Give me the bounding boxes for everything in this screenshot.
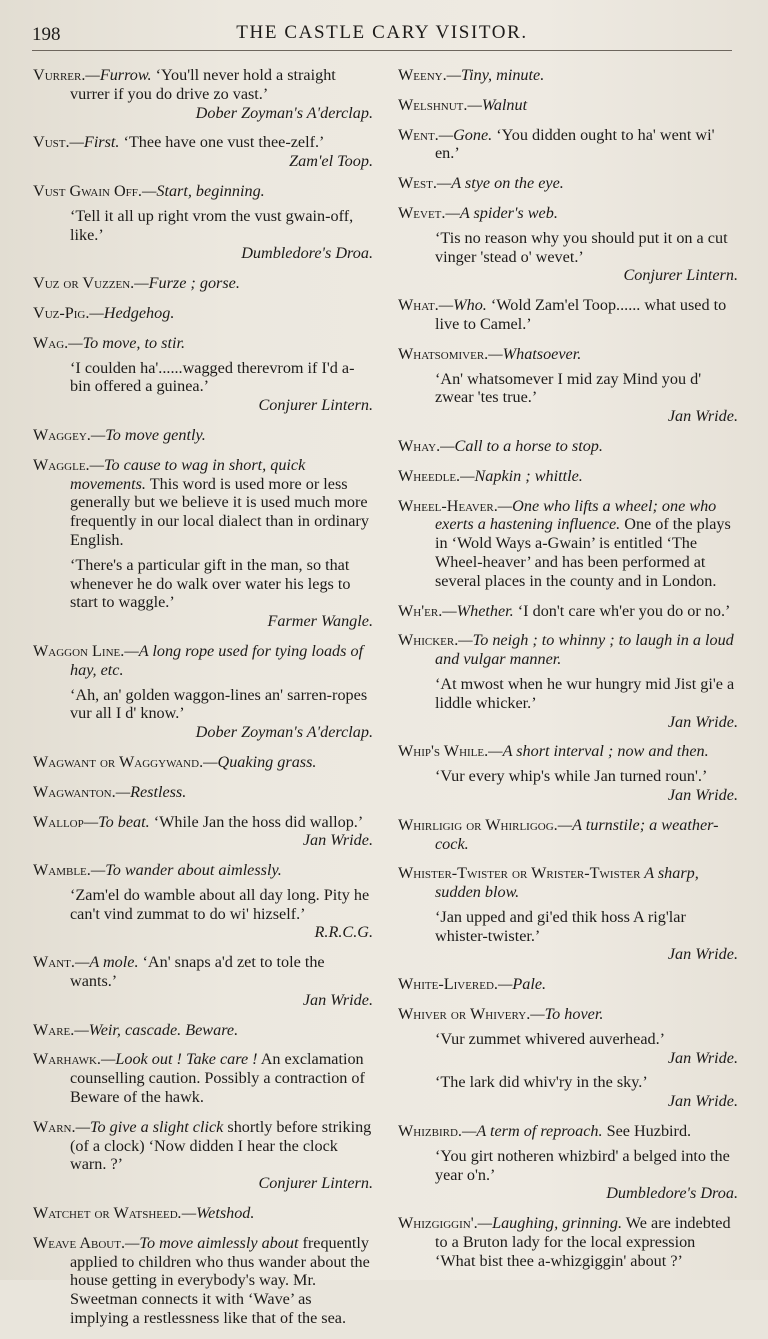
entry-line [398, 345, 738, 364]
entry-line [398, 66, 738, 85]
headword: What. [398, 296, 439, 315]
definition: —Laughing, grinning. [477, 1214, 623, 1233]
headword: Waggle. [33, 455, 90, 474]
entry-line [33, 274, 373, 293]
dictionary-entry [33, 1021, 373, 1040]
headword: Waggon Line. [33, 641, 125, 660]
headword: Wag. [33, 333, 69, 352]
quotation-source: Dober Zoyman's A'derclap. [195, 723, 373, 742]
quotation-source: Jan Wride. [302, 990, 373, 1009]
quotation: ‘Vur every whip's while Jan turned roun'.’ [435, 767, 708, 786]
definition: —Tiny, minute. [446, 66, 545, 84]
definition: —Call to a horse to stop. [440, 436, 603, 455]
headword: Vuz or Vuzzen. [33, 274, 135, 293]
entry-text: This word is used more or less generally but we believe it is used much more frequently in our local dialect than in ordinary English. [70, 474, 369, 549]
dictionary-entry [398, 742, 738, 804]
quotation-source: Zam'el Toop. [289, 152, 373, 171]
definition: —Whatsoever. [488, 344, 582, 363]
quotation-source: Jan Wride. [302, 831, 373, 850]
headword: Whizgiggin'. [398, 1214, 478, 1233]
headword: Whirligig or Whirligog. [398, 815, 558, 834]
entry-line [398, 742, 738, 761]
entry-line [33, 861, 373, 880]
headword: Went. [398, 125, 439, 144]
entry-text: We are indebted to a Bruton lady for the local expression ‘What bist thee a-whizgiggin' about ?’ [435, 1214, 731, 1270]
dictionary-entry [398, 96, 738, 115]
entry-text: shortly before striking (of a clock) ‘Now didden I hear the clock warn. ?’ [70, 1117, 372, 1174]
headword: Whiver or Whivery. [398, 1005, 531, 1024]
headword: Welshnut. [398, 95, 468, 114]
definition: .—Wetshod. [177, 1204, 255, 1223]
definition: —To move aimlessly about [125, 1233, 299, 1252]
entry-line [398, 816, 738, 854]
definition: —To cause to wag in short, quick movements. [70, 455, 306, 493]
quotation: ‘At mwost when he wur hungry mid Jist gi'e a liddle whicker.’ [435, 674, 735, 712]
quotation: ‘Tell it all up right vrom the vust gwain-off, like.’ [70, 206, 354, 244]
definition: —Gone. [438, 125, 493, 144]
entry-line [33, 813, 373, 832]
headword: Wagwant or Waggywand. [33, 752, 204, 771]
dictionary-entry [398, 174, 738, 193]
definition: —A mole. [74, 953, 139, 972]
definition: —To give a slight click [75, 1117, 224, 1136]
headword: Whay. [398, 436, 441, 455]
dictionary-entry [33, 182, 373, 263]
quotation: ‘The lark did whiv'ry in the sky.’ [435, 1073, 648, 1092]
entry-line [33, 1021, 373, 1040]
headword: Wh'er. [398, 601, 443, 620]
entry-line [33, 334, 373, 353]
entry-line [33, 66, 373, 104]
headword: Want. [33, 953, 75, 972]
dictionary-entry [33, 783, 373, 802]
dictionary-entry [33, 642, 373, 742]
quotation: ‘Vur zummet whivered auverhead.’ [435, 1029, 666, 1048]
entry-line [398, 1122, 738, 1141]
entry-text: ‘You'll never hold a straight vurrer if you do drive zo vast.’ [70, 66, 336, 103]
definition: —A long rope used for tying loads of hay, etc. [70, 641, 364, 679]
definition: —Quaking grass. [203, 752, 317, 771]
entry-line [398, 96, 738, 115]
entry-line [33, 456, 373, 550]
entry-line [398, 296, 738, 334]
left-column [33, 66, 373, 1339]
definition: —Hedgehog. [89, 303, 175, 322]
entry-line [33, 783, 373, 802]
definition: —A spider's web. [445, 203, 558, 222]
quotation: ‘Tis no reason why you should put it on a cut vinger 'stead o' wevet.’ [435, 228, 728, 266]
dictionary-entry [398, 345, 738, 426]
quotation: ‘I coulden ha'......wagged therevrom if I'd a-bin offered a guinea.’ [70, 358, 355, 396]
quotation: ‘An' whatsomever I mid zay Mind you d' zwear 'tes true.’ [435, 369, 702, 407]
entry-line [398, 437, 738, 456]
entry-line [33, 642, 373, 680]
entry-text: frequently applied to children who thus wander about the house getting in everybody's way. Mr. Sweetman connects it with ‘Wave’ as implying a restlessness like that of the sea. [70, 1233, 370, 1328]
headword: Whatsomiver. [398, 344, 489, 363]
entry-line [33, 182, 373, 201]
definition: A sharp, sudden blow. [435, 864, 699, 902]
dictionary-entry [398, 66, 738, 85]
quotation-source: Conjurer Lintern. [623, 266, 738, 285]
headword: Warn. [33, 1117, 76, 1136]
definition: —To move, to stir. [68, 333, 185, 352]
headword: Wevet. [398, 203, 446, 222]
entry-line [398, 975, 738, 994]
definition: —To neigh ; to whinny ; to laugh in a loud and vulgar manner. [435, 631, 734, 669]
entry-line [33, 953, 373, 991]
quotation-source: Dumbledore's Droa. [606, 1184, 738, 1203]
entry-line [398, 497, 738, 591]
entry-line [398, 602, 738, 621]
quotation-source: Farmer Wangle. [267, 612, 373, 631]
definition: —To wander about aimlessly. [90, 861, 282, 880]
quotation-source: Jan Wride. [667, 1048, 738, 1067]
quotation: ‘Jan upped and gi'ed thik hoss A rig'lar whister-twister.’ [435, 907, 686, 945]
entry-line [398, 204, 738, 223]
quotation-source: Jan Wride. [667, 945, 738, 964]
quotation-source: Conjurer Lintern. [258, 396, 373, 415]
entry-line [398, 467, 738, 486]
dictionary-entry [33, 953, 373, 1009]
dictionary-entry [33, 753, 373, 772]
dictionary-entry [33, 334, 373, 415]
dictionary-entry [33, 304, 373, 323]
definition: —To hover. [530, 1005, 604, 1024]
entry-text: ‘I don't care wh'er you do or no.’ [513, 601, 731, 620]
definition: —A term of reproach. [461, 1122, 603, 1141]
quotation-source: Jan Wride. [667, 1092, 738, 1111]
headword: Weeny. [398, 66, 447, 84]
entry-line [33, 1050, 373, 1106]
dictionary-entry [33, 456, 373, 631]
entry-line [398, 631, 738, 669]
headword: Whizbird. [398, 1122, 462, 1141]
definition: —Furrow. [85, 66, 152, 84]
dictionary-entry [398, 204, 738, 285]
publication-title: THE CASTLE CARY VISITOR. [236, 22, 528, 43]
dictionary-entry [33, 1118, 373, 1193]
definition: —Pale. [497, 975, 547, 994]
dictionary-entry [398, 864, 738, 964]
dictionary-entry [398, 816, 738, 854]
entry-line [33, 426, 373, 445]
entry-line [398, 174, 738, 193]
dictionary-entry [398, 437, 738, 456]
definition: —Who. [438, 296, 487, 315]
entry-line [33, 1234, 373, 1328]
dictionary-entry [33, 1234, 373, 1328]
quotation: ‘There's a particular gift in the man, so that whenever he do walk over water his legs to start to waggle.’ [70, 555, 351, 612]
page-header [32, 18, 732, 51]
dictionary-entry [33, 1204, 373, 1223]
definition: —Furze ; gorse. [134, 274, 240, 293]
entry-line [33, 1204, 373, 1223]
quotation: ‘You girt notheren whizbird' a belged into the year o'n.’ [435, 1146, 730, 1184]
definition: —Weir, cascade. Beware. [74, 1020, 239, 1039]
entry-text: ‘Thee have one vust thee-zelf.’ [119, 133, 325, 152]
headword: Vurrer. [33, 66, 86, 84]
dictionary-entry [398, 126, 738, 164]
definition: —To move gently. [90, 425, 206, 444]
entry-line [398, 1005, 738, 1024]
dictionary-entry [398, 602, 738, 621]
dictionary-entry [33, 426, 373, 445]
entry-line [33, 133, 373, 152]
dictionary-entry [33, 861, 373, 942]
headword: Wagwanton. [33, 782, 116, 801]
dictionary-entry [398, 497, 738, 591]
entry-line [398, 1214, 738, 1270]
dictionary-entry [398, 1214, 738, 1270]
dictionary-entry [398, 467, 738, 486]
headword: Wheedle. [398, 466, 461, 485]
headword: Waggey. [33, 425, 91, 444]
quotation-source: Jan Wride. [667, 712, 738, 731]
headword: Wheel-Heaver. [398, 496, 498, 515]
headword: Whip's While. [398, 742, 489, 761]
quotation-source: Jan Wride. [667, 407, 738, 426]
headword: Weave About. [33, 1233, 126, 1252]
definition: —Start, beginning. [141, 181, 265, 200]
entry-text: One of the plays in ‘Wold Ways a-Gwain’ is entitled ‘The Wheel-heaver’ and has been performed at several places in the county and in London. [435, 515, 731, 590]
headword: Warhawk. [33, 1050, 101, 1069]
definition: —Whether. [442, 601, 514, 620]
headword: Ware. [33, 1020, 75, 1039]
dictionary-entry [33, 66, 373, 122]
definition: —Walnut [467, 95, 528, 114]
entry-text: An exclamation counselling caution. Possibly a contraction of Beware of the hawk. [70, 1050, 365, 1107]
entry-text: ‘Wold Zam'el Toop...... what used to live to Camel.’ [435, 296, 727, 333]
entry-text: ‘An' snaps a'd zet to tole the wants.’ [70, 953, 325, 991]
quotation-source: Jan Wride. [667, 785, 738, 804]
headword: Whister-Twister or Wrister-Twister [398, 864, 641, 883]
entry-line [398, 864, 738, 902]
quotation: ‘Ah, an' golden waggon-lines an' sarren-ropes vur all I d' know.’ [70, 685, 368, 723]
entry-line [33, 1118, 373, 1174]
dictionary-entry [398, 975, 738, 994]
quotation-source: Dober Zoyman's A'derclap. [195, 103, 373, 122]
dictionary-entry [398, 296, 738, 334]
dictionary-entry [398, 631, 738, 731]
definition: —A stye on the eye. [436, 174, 564, 193]
dictionary-entry [33, 1050, 373, 1106]
right-column [398, 66, 738, 1282]
headword: Watchet or Watsheed [33, 1204, 178, 1223]
headword: West. [398, 174, 437, 193]
entry-text: See Huzbird. [602, 1122, 692, 1141]
headword: Whicker. [398, 631, 459, 650]
entry-line [33, 304, 373, 323]
entry-text: ‘You didden ought to ha' went wi' en.’ [435, 125, 715, 163]
entry-text: ‘While Jan the hoss did wallop.’ [149, 812, 364, 831]
dictionary-entry [33, 813, 373, 851]
dictionary-entry [398, 1005, 738, 1111]
dictionary-entry [398, 1122, 738, 1203]
headword: Vust. [33, 133, 70, 152]
definition: —A turnstile; a weather-cock. [435, 815, 719, 853]
headword: White-Livered. [398, 975, 498, 994]
definition: —To beat. [83, 812, 150, 831]
entry-line [33, 753, 373, 772]
page-number: 198 [32, 24, 61, 45]
definition: —Look out ! Take care ! [100, 1050, 258, 1069]
definition: —Napkin ; whittle. [460, 466, 583, 485]
headword: Wallop [33, 812, 84, 831]
entry-line [398, 126, 738, 164]
quotation-source: Dumbledore's Droa. [241, 244, 373, 263]
definition: —A short interval ; now and then. [488, 742, 709, 761]
headword: Vust Gwain Off. [33, 181, 142, 200]
quotation-source: Conjurer Lintern. [258, 1174, 373, 1193]
definition: —Restless. [115, 782, 187, 801]
headword: Vuz-Pig. [33, 303, 90, 322]
dictionary-entry [33, 133, 373, 171]
definition: —One who lifts a wheel; one who exerts a hastening influence. [435, 496, 717, 534]
quotation: ‘Zam'el do wamble about all day long. Pity he can't vind zummat to do wi' hizself.’ [70, 885, 370, 923]
dictionary-entry [33, 274, 373, 293]
headword: Wamble. [33, 861, 91, 880]
quotation-source: R.R.C.G. [314, 923, 373, 942]
definition: —First. [69, 133, 120, 152]
